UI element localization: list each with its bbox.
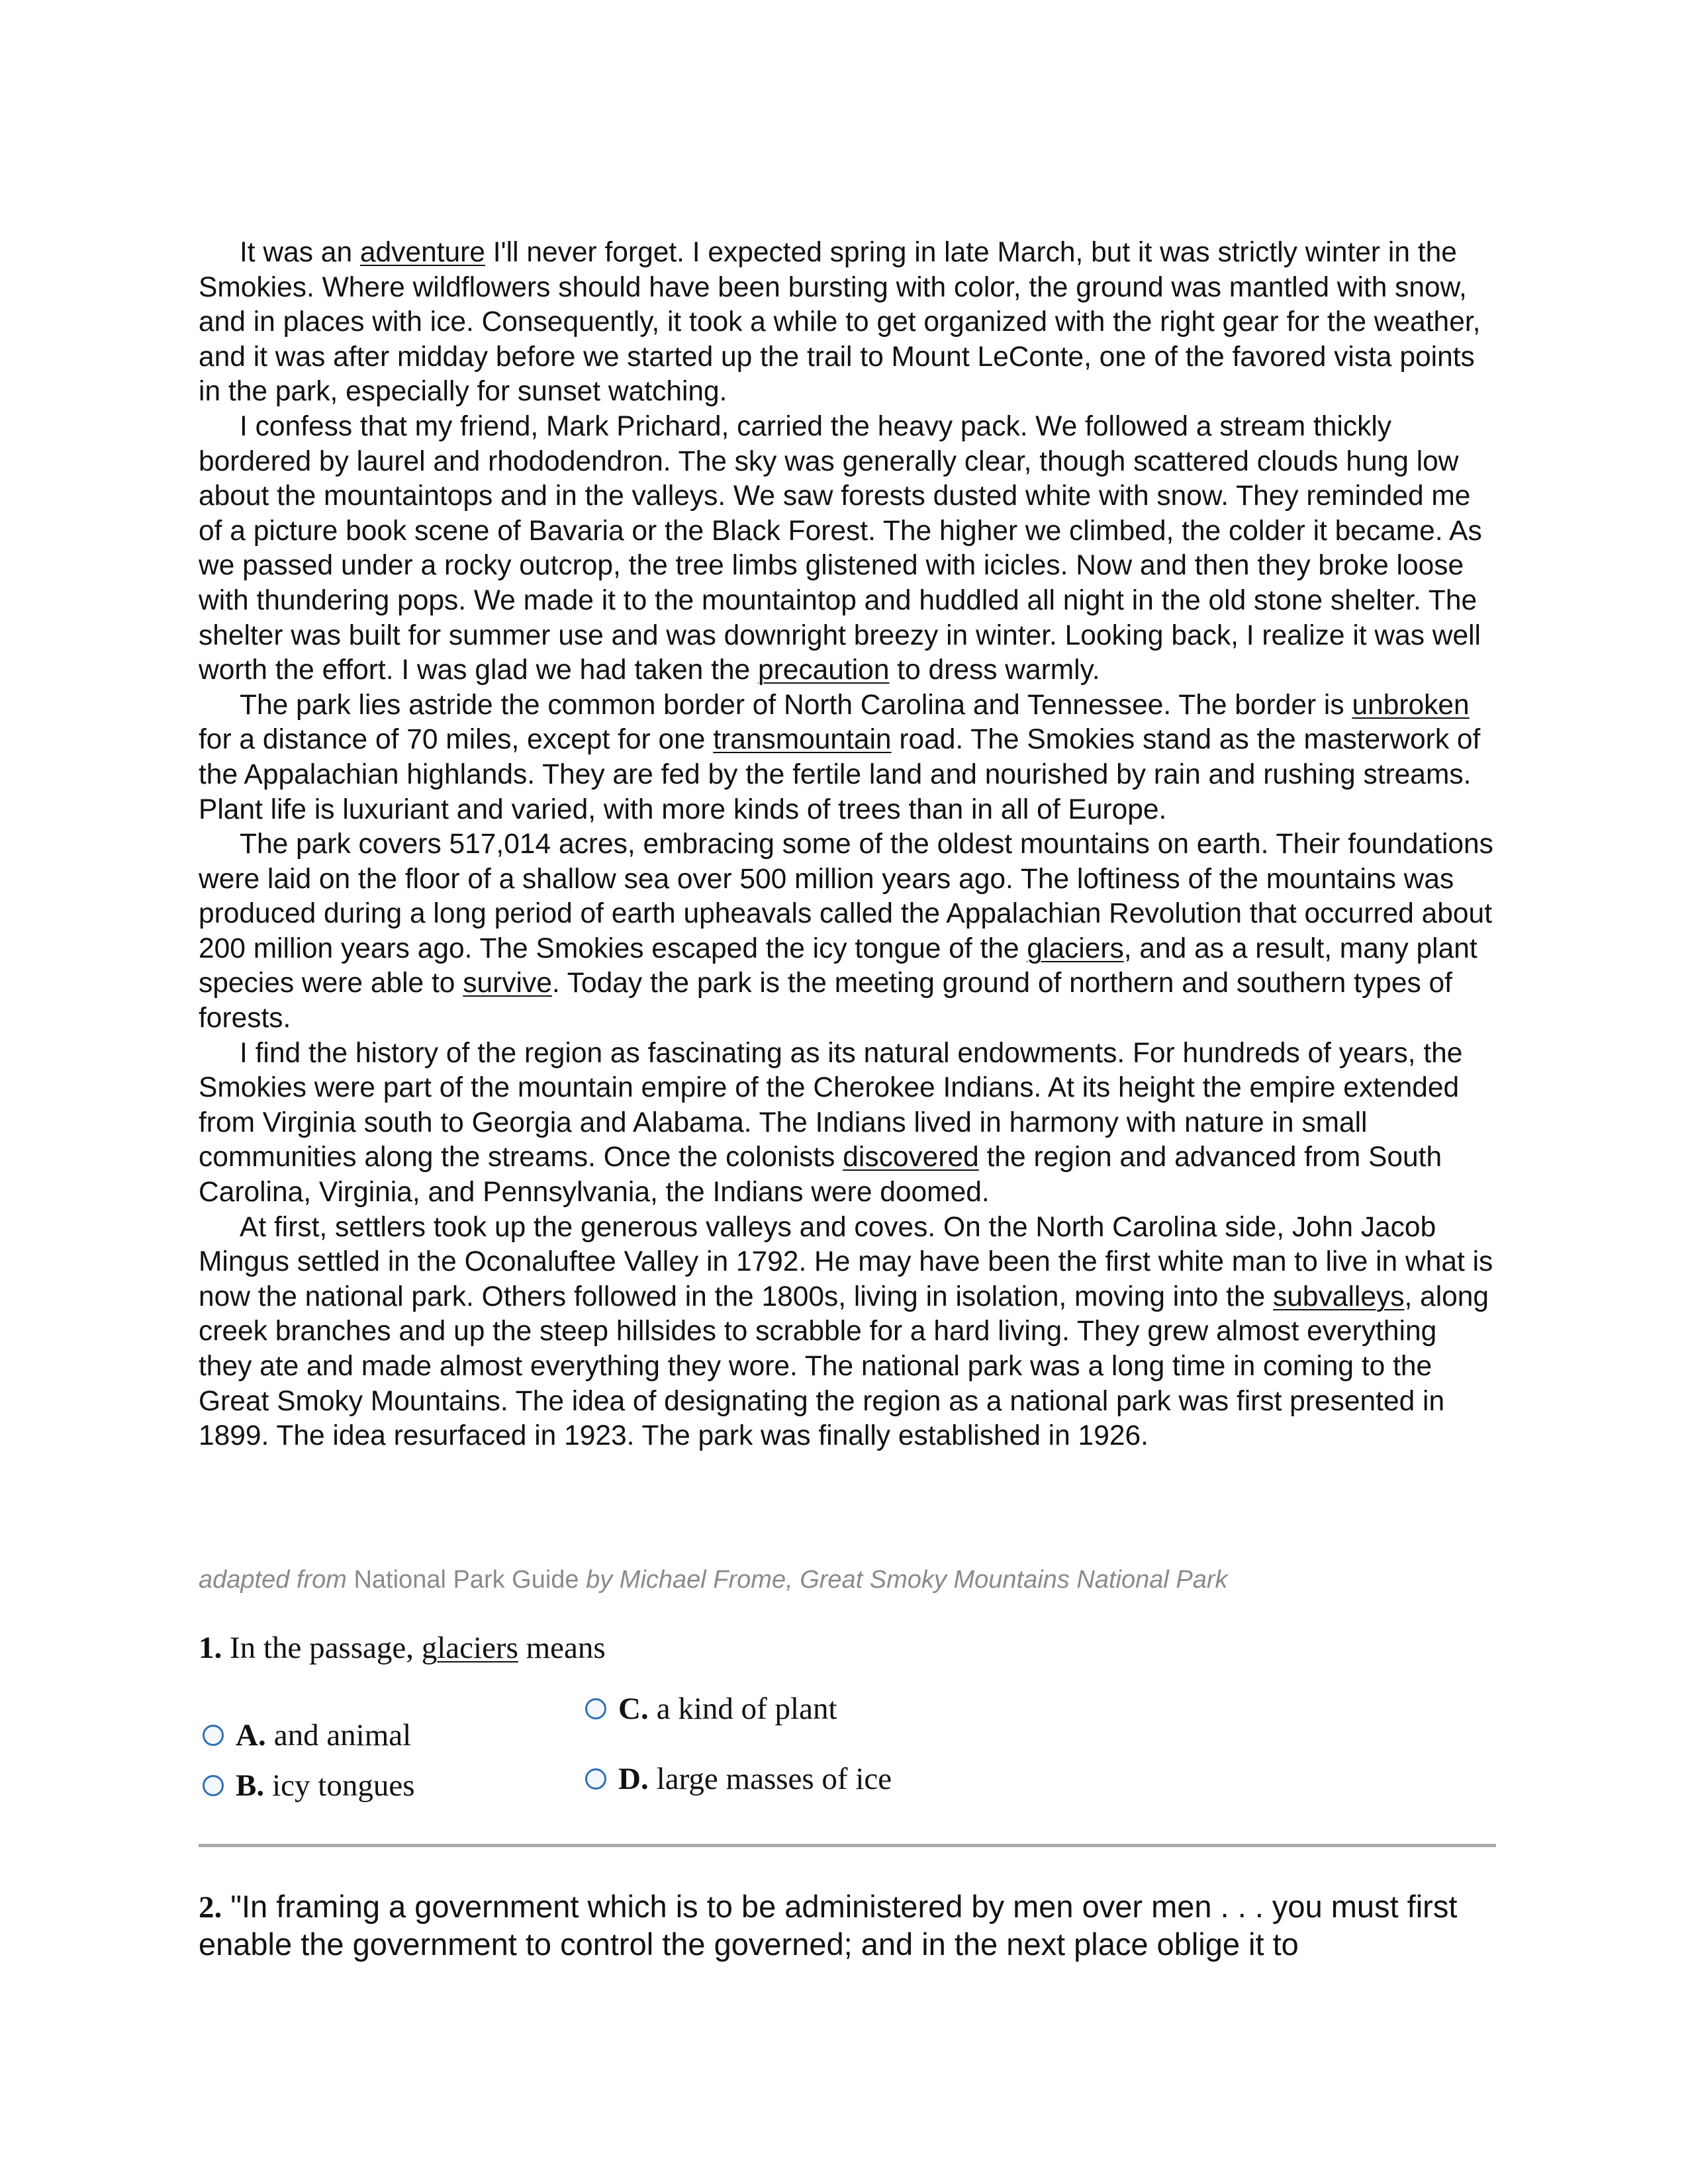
question-1-text-after: means (518, 1631, 606, 1665)
passage-text: , and as a result, many plant species were able to (199, 933, 1477, 999)
passage-text: I confess that my friend, Mark Prichard, carried the heavy pack. We followed a stream thickly bordered by laurel and rhododendron. The sky was generally clear, though scattered clouds hung low about the mountaintops and in the valleys. We saw forests dusted white with snow. They reminded me of a picture book scene of Bavaria or the Black Forest. The higher we climbed, the colder it became. As we passed under a rocky outcrop, the tree limbs glistened with icicles. Now and then they broke loose with thundering pops. We made it to the mountaintop and huddled all night in the old stone shelter. The shelter was built for summer use and was downright breezy in winter. Looking back, I realize it was well worth the effort. I was glad we had taken the (199, 410, 1482, 686)
source-suffix: by Michael Frome, Great Smoky Mountains National Park (579, 1566, 1228, 1594)
passage-paragraph (199, 1036, 1496, 1210)
choice-b-letter: B. (236, 1768, 265, 1803)
choice-d-letter: D. (618, 1762, 649, 1796)
question-2-number: 2. (199, 1890, 222, 1925)
reading-passage (199, 236, 1496, 1454)
passage-paragraph (199, 236, 1496, 410)
passage-text: At first, settlers took up the generous valleys and coves. On the North Carolina side, John Jacob Mingus settled in the Oconaluftee Valley in 1792. He may have been the first white man to live in what is now the national park. Others followed in the 1800s, living in isolation, moving into the (199, 1211, 1493, 1312)
passage-text: road. The Smokies stand as the masterwork of the Appalachian highlands. They are fed by the fertile land and nourished by rain and rushing streams. Plant life is luxuriant and varied, with more kinds of trees than in all of Europe. (199, 724, 1481, 825)
underlined-vocabulary-word: glaciers (1027, 933, 1124, 964)
choice-a-letter: A. (236, 1718, 266, 1752)
radio-button-a[interactable] (203, 1725, 224, 1746)
question-1-prompt (199, 1629, 606, 1666)
passage-text: The park lies astride the common border of North Carolina and Tennessee. The border is (240, 689, 1352, 721)
question-divider (199, 1844, 1496, 1847)
underlined-vocabulary-word: unbroken (1352, 689, 1470, 721)
question-1-choice-d[interactable] (585, 1760, 892, 1797)
passage-text: I'll never forget. I expected spring in late March, but it was strictly winter in the Smokies. Where wildflowers should have been bursting with color, the ground was mantled with snow, and in places with ice. Consequently, it took a while to get organized with the right gear for the weather, and it was after midday before we started up the trail to Mount LeConte, one of the favored vista points in the park, especially for sunset watching. (199, 237, 1481, 408)
source-prefix: adapted from (199, 1566, 354, 1594)
passage-source-citation (199, 1565, 1496, 1595)
question-2-text: "In framing a government which is to be administered by men over men . . . you must first enable the government to control the governed; and in the next place oblige it to (199, 1889, 1458, 1962)
choice-b-text: icy tongues (272, 1768, 415, 1803)
choice-d-text: large masses of ice (656, 1762, 892, 1796)
passage-text: I find the history of the region as fascinating as its natural endowments. For hundreds of years, the Smokies were part of the mountain empire of the Cherokee Indians. At its height the empire extended from Virginia south to Georgia and Alabama. The Indians lived in harmony with nature in small communities along the streams. Once the colonists (199, 1037, 1463, 1173)
passage-text: for a distance of 70 miles, except for one (199, 724, 714, 756)
radio-button-c[interactable] (585, 1698, 606, 1719)
underlined-vocabulary-word: discovered (843, 1142, 979, 1173)
choice-c-text: a kind of plant (656, 1692, 837, 1726)
question-1-choice-c[interactable] (585, 1690, 837, 1727)
underlined-vocabulary-word: subvalleys (1273, 1281, 1405, 1312)
passage-paragraph (199, 827, 1496, 1036)
underlined-vocabulary-word: transmountain (713, 724, 892, 756)
radio-button-b[interactable] (203, 1775, 224, 1796)
underlined-vocabulary-word: adventure (359, 237, 485, 268)
question-2-prompt (199, 1888, 1496, 1963)
passage-paragraph (199, 688, 1496, 827)
passage-text: It was an (240, 237, 360, 268)
underlined-vocabulary-word: survive (463, 968, 552, 999)
passage-text: . Today the park is the meeting ground of northern and southern types of forests. (199, 968, 1452, 1034)
question-1-number: 1. (199, 1631, 222, 1665)
question-1-choice-b[interactable] (203, 1767, 415, 1804)
question-1-term: glaciers (421, 1631, 518, 1665)
question-1-text-before: In the passage, (222, 1631, 422, 1665)
underlined-vocabulary-word: precaution (758, 655, 890, 686)
question-1-choice-a[interactable] (203, 1717, 411, 1754)
passage-paragraph (199, 1210, 1496, 1454)
choice-a-text: and animal (273, 1718, 412, 1752)
passage-text: the region and advanced from South Carolina, Virginia, and Pennsylvania, the Indians were doomed. (199, 1142, 1442, 1208)
passage-paragraph (199, 410, 1496, 688)
choice-c-letter: C. (618, 1692, 649, 1726)
passage-text: The park covers 517,014 acres, embracing some of the oldest mountains on earth. Their foundations were laid on the floor of a shallow sea over 500 million years ago. The loftiness of the mountains was produced during a long period of earth upheavals called the Appalachian Revolution that occurred about 200 million years ago. The Smokies escaped the icy tongue of the (199, 829, 1493, 964)
passage-text: , along creek branches and up the steep hillsides to scrabble for a hard living. They grew almost everything they ate and made almost everything they wore. The national park was a long time in coming to the Great Smoky Mountains. The idea of designating the region as a national park was first presented in 1899. The idea resurfaced in 1923. The park was finally established in 1926. (199, 1281, 1489, 1452)
radio-button-d[interactable] (585, 1768, 606, 1790)
source-title: National Park Guide (353, 1566, 579, 1594)
passage-text: to dress warmly. (889, 655, 1100, 686)
